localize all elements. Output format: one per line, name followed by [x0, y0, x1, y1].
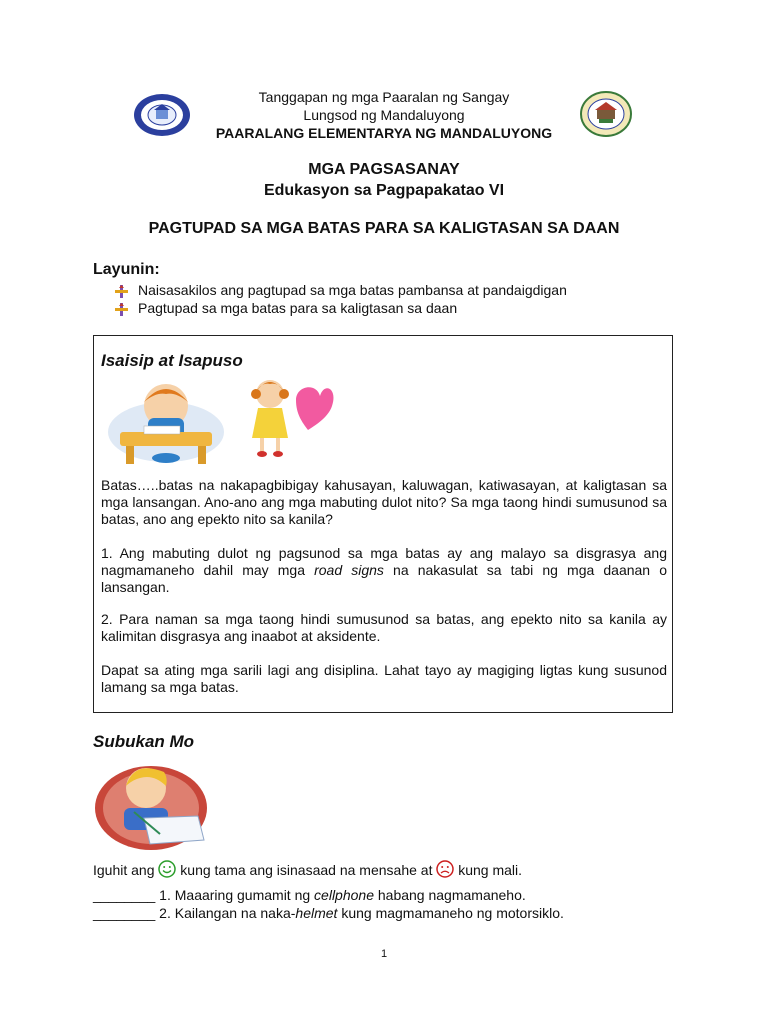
header-school: PAARALANG ELEMENTARYA NG MANDALUYONG	[215, 125, 553, 141]
isaisip-heading: Isaisip at Isapuso	[101, 351, 243, 370]
layunin-item	[115, 299, 457, 317]
layunin-item	[115, 281, 567, 299]
girl-with-heart-illustration	[244, 372, 336, 460]
isaisip-paragraph-2: 1. Ang mabuting dulot ng pagsunod sa mga batas ay ang malayo sa disgrasya ang nagmamaneho dahil may mga road signs na nakasulat sa tabi ng mga daanan o lansangan.	[101, 545, 667, 595]
answer-blank[interactable]: ________	[93, 905, 156, 921]
subukan-heading: Subukan Mo	[93, 732, 195, 751]
layunin-item-text: Pagtupad sa mga batas para sa kaligtasan sa daan	[138, 300, 458, 316]
arrow-cross-bullet-icon	[115, 302, 128, 315]
header-office: Tanggapan ng mga Paaralan ng Sangay	[258, 89, 510, 105]
exercise-item: ________ 1. Maaaring gumamit ng cellphone habang nagmamaneho.	[93, 887, 526, 903]
isaisip-paragraph-1: Batas…..batas na nakapagbibigay kahusayan, kaluwagan, katiwasayan, at kaligtasan sa mga lansangan. Ano-ano ang mga mabuting dulot nito? Sa mga taong hindi sumusunod sa batas, ano ang epekto nito sa kanila?	[101, 477, 667, 527]
smiley-face-icon	[158, 860, 176, 882]
header-city: Lungsod ng Mandaluyong	[303, 107, 465, 123]
main-title: PAGTUPAD SA MGA BATAS PARA SA KALIGTASAN SA DAAN	[148, 220, 620, 237]
title-line1: MGA PAGSASANAY	[308, 161, 460, 178]
boy-writing-illustration	[94, 756, 208, 852]
exercise-item: ________ 2. Kailangan na naka-helmet kung magmamaneho ng motorsiklo.	[93, 905, 564, 921]
arrow-cross-bullet-icon	[115, 284, 128, 297]
layunin-item-text: Naisasakilos ang pagtupad sa mga batas pambansa at pandaigdigan	[138, 282, 567, 298]
isaisip-paragraph-4: Dapat sa ating mga sarili lagi ang disiplina. Lahat tayo ay magiging ligtas kung susunod lamang sa mga batas.	[101, 662, 667, 695]
answer-blank[interactable]: ________	[93, 887, 156, 903]
layunin-label: Layunin:	[93, 261, 160, 278]
isaisip-paragraph-3: 2. Para naman sa mga taong hindi sumusunod sa batas, ang epekto nito sa kanila ay kalimitan disgrasya ang inaabot at aksidente.	[101, 611, 667, 644]
subukan-instruction: Iguhit ang kung tama ang isinasaad na mensahe at kung mali.	[93, 860, 522, 882]
frown-face-icon	[436, 860, 454, 882]
page-number: 1	[380, 948, 388, 960]
boy-at-desk-illustration	[104, 374, 228, 466]
title-line2: Edukasyon sa Pagpapakatao VI	[263, 182, 505, 199]
